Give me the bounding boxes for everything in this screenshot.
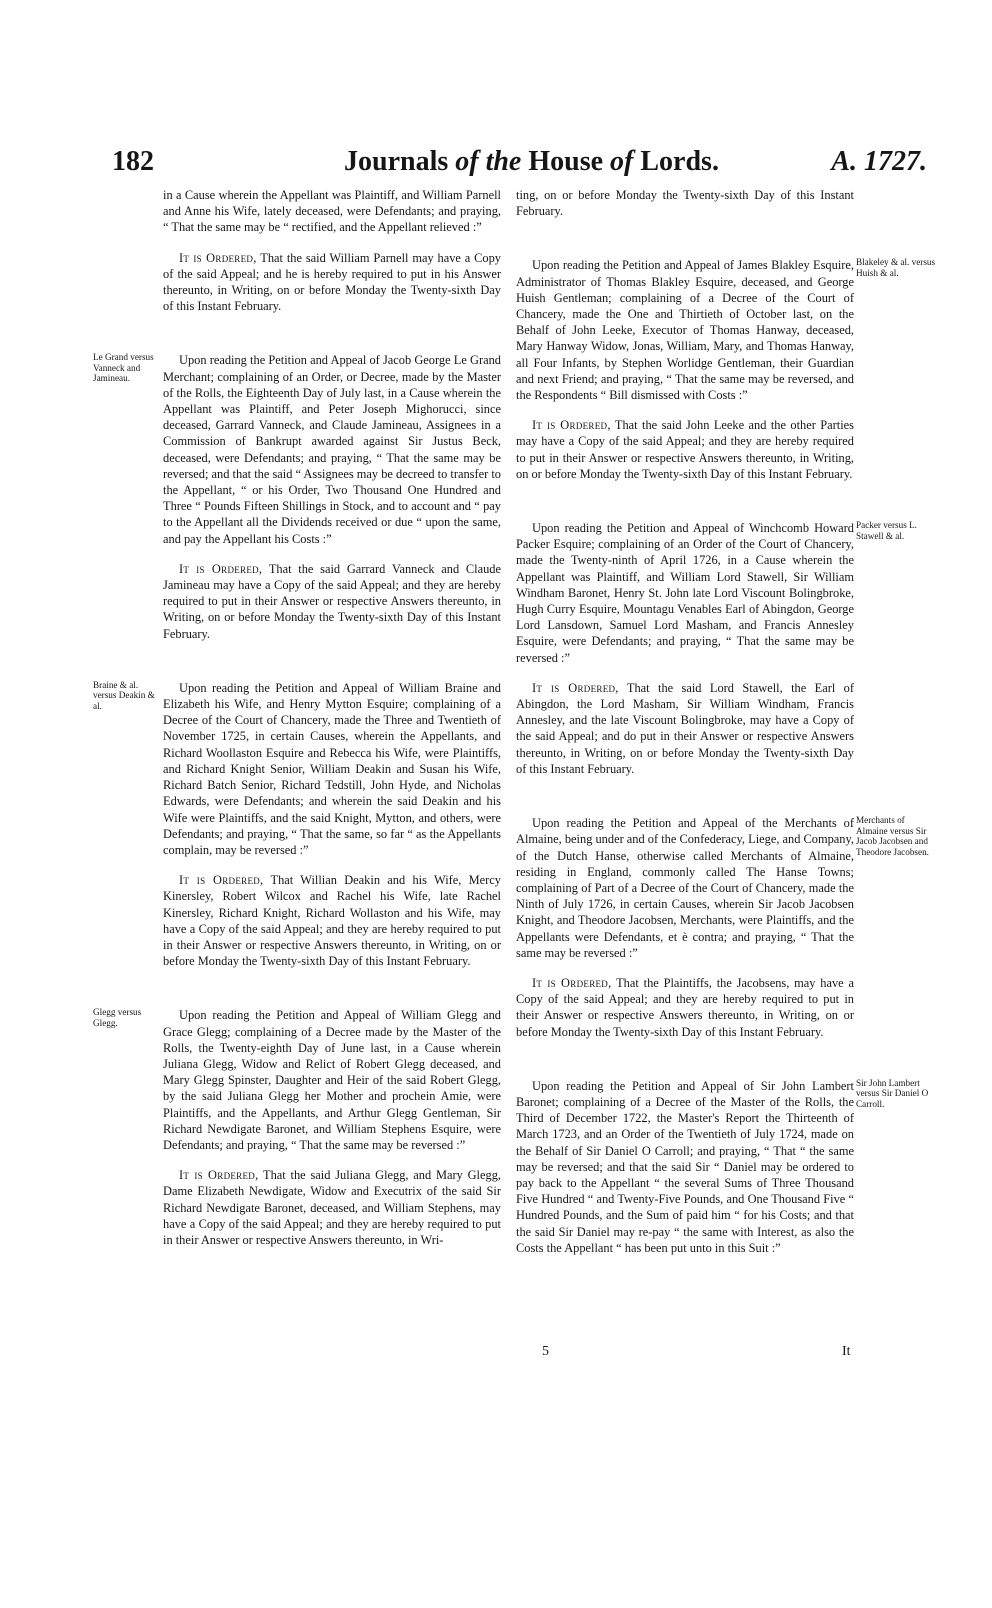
paragraph-parnell-continuation: in a Cause wherein the Appellant was Plaintiff, and William Parnell and Anne his Wife, lately deceased, were Defendants; and praying, “ That the same may be “ rectified, and the Appellant relieved :” xyxy=(163,188,501,235)
appeal-packer: Packer versus L. Stawell & al. Upon reading the Petition and Appeal of Winchcomb Howard Packer Esquire; complaining of an Order of the Court of Chancery, made the Twenty-ninth of April 1726, in a Cause wherein the Appellant was Plaintiff, and William Lord Stawell, Sir William Windham Baronet, Henry St. John late Lord Viscount Bolingbroke, Hugh Curry Esquire, Mountagu Venables Earl of Abingdon, George Lord Lansdown, Samuel Lord Masham, and Francis Annesley Esquire, were Defendants; and praying, “ That the same may be reversed :” xyxy=(516,520,854,666)
order-blakley: It is Ordered, That the said John Leeke and the other Parties may have a Copy of the said Appeal; and they are hereby required to put in their Answer or respective Answers thereunto, in Writing, on or before Monday the Twenty-sixth Day of this Instant February. xyxy=(516,418,854,481)
margin-note-glegg: Glegg versus Glegg. xyxy=(93,1007,142,1028)
margin-note-lambert: Sir John Lambert versus Sir Daniel O Carroll. xyxy=(856,1077,929,1109)
left-column xyxy=(93,187,501,1262)
margin-note-braine: Braine & al. versus Deakin & al. xyxy=(93,679,155,711)
year-heading: A. 1727. xyxy=(831,146,927,177)
order-parnell: It is Ordered, That the said William Parnell may have a Copy of the said Appeal; and he is hereby required to put in his Answer thereunto, in Writing, on or before Monday the Twenty-sixth Day of this Instant February. xyxy=(163,250,501,314)
right-column xyxy=(516,187,936,1270)
margin-note-merchants-of-almaine: Merchants of Almaine versus Sir Jacob Jacobsen and Theodore Jacobsen. xyxy=(856,815,929,857)
page-title: Journals of the House of Lords. xyxy=(344,146,719,177)
signature-mark: 5 xyxy=(542,1344,549,1359)
appeal-le-grand: Le Grand versus Vanneck and Jamineau. Upon reading the Petition and Appeal of Jacob George Le Grand Merchant; complaining of an Order, or Decree, made by the Master of the Rolls, the Eighteenth Day of July last, in a Cause wherein the Appellant was Plaintiff, and Peter Joseph Mighorucci, since deceased, Garrard Vanneck, and Claude Jamineau, Assignees in a Commission of Bankrupt awarded against Sir Justus Beck, deceased, were Defendants; and praying, “ That the same may be reversed; and that the said “ Assignees may be decreed to transfer to the Appellant, “ or his Order, Two Thousand One Hundred and Three “ Pounds Fifteen Shillings in Stock, and to account and “ pay to the Appellant all the Dividends received or due “ upon the same, and pay the Appellant his Costs :” xyxy=(93,352,501,546)
margin-note-le-grand: Le Grand versus Vanneck and Jamineau. xyxy=(93,352,154,384)
catchword: It xyxy=(842,1344,851,1359)
appeal-lambert: Sir John Lambert versus Sir Daniel O Carroll. Upon reading the Petition and Appeal of Sir John Lambert Baronet; complaining of a Decree of the Master of the Rolls, the Third of December 1722, the Master's Report the Thirteenth of March 1723, and an Order of the Twentieth of July 1724, made on the Behalf of Sir Daniel O Carroll; and praying, “ That “ the same may be reversed; and that the said Sir “ Daniel may be ordered to pay back to the Appellant “ the several Sums of Three Thousand Five Hundred “ and Twenty-Five Pounds, and One Thousand Five “ Hundred Pounds, and the Sum of paid him “ for his Costs; and that the said Sir Daniel may re-pay “ the same with Interest, as also the Costs the Appellant “ has been put unto in this Suit :” xyxy=(516,1078,854,1256)
appeal-merchants-of-almaine: Merchants of Almaine versus Sir Jacob Jacobsen and Theodore Jacobsen. Upon reading the Petition and Appeal of the Merchants of Almaine, being under and of the Confederacy, Liege, and Company, of the Dutch Hanse, otherwise called Merchants of Almaine, residing in England, commonly called The Hanse Towns; complaining of Part of a Decree of the Court of Chancery, made the Ninth of July 1726, in certain Causes, wherein Sir Jacob Jacobsen Knight, and Theodore Jacobsen, Merchants, were Plaintiffs, and the Appellants were Defendants, et è contra; and praying, “ That the same may be reversed :” xyxy=(516,815,854,961)
margin-note-packer: Packer versus L. Stawell & al. xyxy=(856,520,917,541)
order-merchants-of-almaine: It is Ordered, That the Plaintiffs, the Jacobsens, may have a Copy of the said Appeal; and they are hereby required to put in their Answer or respective Answers thereunto, in Writing, on or before Monday the Twenty-sixth Day of this Instant February. xyxy=(516,975,854,1039)
appeal-glegg: Glegg versus Glegg. Upon reading the Petition and Appeal of William Glegg and Grace Glegg; complaining of a Decree made by the Master of the Rolls, the Twenty-eighth Day of June last, in a Cause wherein Juliana Glegg, Widow and Relict of Robert Glegg deceased, and Mary Glegg Spinster, Daughter and Heir of the said Robert Glegg, by the said Juliana Glegg her Mother and prochein Amie, were Plaintiffs, and the Appellants, and Arthur Glegg Gentleman, Sir Richard Newdigate Baronet, and William Stephens Esquire, were Defendants; and praying, “ That the same may be reversed :” xyxy=(93,1007,501,1152)
page-header xyxy=(112,146,927,182)
order-braine: It is Ordered, That Willian Deakin and his Wife, Mercy Kinersley, Robert Wilcox and Rachel his Wife, late Rachel Kinersley, Richard Knight, Richard Wollaston and his Wife, may have a Copy of the said Appeal; and they are hereby required to put in their Answer or respective Answers thereunto, in Writing, on or before Monday the Twenty-sixth Day of this Instant February. xyxy=(163,873,501,969)
order-packer: It is Ordered, That the said Lord Stawell, the Earl of Abingdon, the Lord Masham, Sir William Windham, Francis Annesley, and the late Viscount Bolingbroke, may have a Copy of the said Appeal; and do put in their Answer or respective Answers thereunto, in Writing, on or before Monday the Twenty-sixth Day of this Instant February. xyxy=(516,680,854,776)
page-number: 182 xyxy=(112,146,154,177)
order-glegg: It is Ordered, That the said Juliana Glegg, and Mary Glegg, Dame Elizabeth Newdigate, Widow and Executrix of the said Sir Richard Newdigate Baronet, deceased, and William Stephens, may have a Copy of the said Appeal; and they are hereby required to put in their Answer or respective Answers thereunto, in Wri- xyxy=(163,1168,501,1247)
order-glegg-continuation: ting, on or before Monday the Twenty-sixth Day of this Instant February. xyxy=(516,188,854,219)
order-le-grand: It is Ordered, That the said Garrard Vanneck and Claude Jamineau may have a Copy of the said Appeal; and they are hereby required to put in their Answer or respective Answers thereunto, in Writing, on or before Monday the Twenty-sixth Day of this Instant February. xyxy=(163,561,501,641)
appeal-blakley: Blakeley & al. versus Huish & al. Upon reading the Petition and Appeal of James Blakley Esquire, Administrator of Thomas Blakley Esquire, deceased, and George Huish Gentleman; complaining of a Decree of the Court of Chancery, made the One and Thirtieth of October last, on the Behalf of John Leeke, Executor of Thomas Hanway, deceased, Mary Hanway Widow, Jonas, William, Mary, and Thomas Hanway, all Four Infants, by Stephen Worlidge Gentleman, their Guardian and next Friend; and praying, “ That the same may be reversed, and the Respondents “ Bill dismissed with Costs :” xyxy=(516,257,854,403)
appeal-braine: Braine & al. versus Deakin & al. Upon reading the Petition and Appeal of William Braine and Elizabeth his Wife, and Henry Mytton Esquire; complaining of a Decree of the Court of Chancery, made the Three and Twentieth of November 1725, in certain Causes, wherein the Appellants, and Richard Woollaston Esquire and Rebecca his Wife, were Plaintiffs, and Richard Knight Senior, William Deakin and Susan his Wife, Richard Batch Senior, Richard Tedstill, John Hyde, and Nicholas Edwards, were Defendants; and wherein the said Deakin and his Wife were Plaintiffs, and the said Knight, Mytton, and others, were Defendants; and praying, “ That the same, so far “ as the Appellants complain, may be reversed :” xyxy=(93,679,501,857)
margin-note-blakley: Blakeley & al. versus Huish & al. xyxy=(856,257,936,278)
